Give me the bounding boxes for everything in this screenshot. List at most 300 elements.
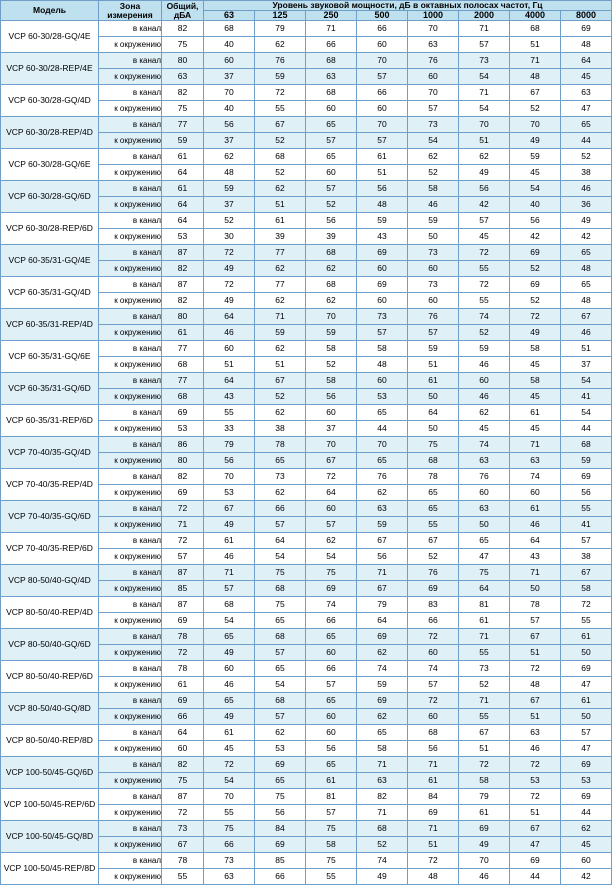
cell-band-duct: 64	[510, 533, 561, 549]
cell-model: VCP 60-30/28-GQ/4D	[1, 85, 99, 117]
cell-band-duct: 71	[510, 437, 561, 453]
cell-band-duct: 70	[459, 117, 510, 133]
cell-band-duct: 57	[561, 533, 612, 549]
cell-band-duct: 73	[357, 309, 408, 325]
cell-band-ambient: 56	[255, 805, 306, 821]
cell-band-duct: 78	[408, 469, 459, 485]
cell-band-ambient: 55	[459, 645, 510, 661]
table-row	[1, 21, 612, 37]
table-row	[1, 245, 612, 261]
cell-zone-duct: в канал	[99, 341, 162, 357]
cell-band-duct: 58	[510, 341, 561, 357]
cell-band-duct: 68	[306, 85, 357, 101]
cell-total-ambient: 85	[162, 581, 204, 597]
cell-band-ambient: 48	[408, 869, 459, 885]
cell-zone-duct: в канал	[99, 789, 162, 805]
cell-band-ambient: 52	[459, 325, 510, 341]
cell-band-duct: 74	[306, 597, 357, 613]
cell-total-duct: 72	[162, 533, 204, 549]
cell-band-duct: 67	[510, 629, 561, 645]
cell-band-duct: 70	[408, 21, 459, 37]
cell-band-ambient: 39	[255, 229, 306, 245]
cell-band-ambient: 36	[561, 197, 612, 213]
cell-zone-duct: в канал	[99, 725, 162, 741]
cell-zone-ambient: к окружению	[99, 229, 162, 245]
cell-model: VCP 60-30/28-REP/6D	[1, 213, 99, 245]
cell-band-duct: 72	[510, 757, 561, 773]
cell-band-duct: 75	[204, 821, 255, 837]
cell-band-duct: 64	[255, 533, 306, 549]
cell-band-ambient: 62	[255, 485, 306, 501]
cell-total-duct: 78	[162, 853, 204, 869]
cell-zone-duct: в канал	[99, 405, 162, 421]
cell-band-duct: 62	[459, 405, 510, 421]
cell-band-duct: 65	[306, 117, 357, 133]
cell-band-duct: 72	[459, 757, 510, 773]
cell-band-duct: 52	[204, 213, 255, 229]
table-row	[1, 789, 612, 805]
cell-band-duct: 59	[204, 181, 255, 197]
cell-band-duct: 58	[357, 341, 408, 357]
cell-total-ambient: 64	[162, 197, 204, 213]
cell-band-duct: 84	[408, 789, 459, 805]
cell-band-ambient: 46	[510, 517, 561, 533]
cell-model: VCP 100-50/45-REP/6D	[1, 789, 99, 821]
cell-zone-ambient: к окружению	[99, 421, 162, 437]
cell-band-duct: 62	[255, 181, 306, 197]
cell-band-duct: 68	[255, 149, 306, 165]
cell-band-ambient: 44	[561, 805, 612, 821]
cell-band-ambient: 61	[459, 805, 510, 821]
cell-zone-ambient: к окружению	[99, 101, 162, 117]
cell-band-duct: 77	[255, 277, 306, 293]
cell-band-ambient: 42	[459, 197, 510, 213]
cell-total-ambient: 66	[162, 709, 204, 725]
cell-band-ambient: 51	[255, 357, 306, 373]
cell-band-ambient: 46	[459, 357, 510, 373]
cell-band-duct: 68	[510, 21, 561, 37]
table-row	[1, 533, 612, 549]
cell-band-ambient: 37	[306, 421, 357, 437]
cell-band-duct: 74	[408, 661, 459, 677]
cell-zone-duct: в канал	[99, 213, 162, 229]
cell-total-duct: 80	[162, 309, 204, 325]
cell-band-duct: 85	[255, 853, 306, 869]
cell-band-duct: 73	[459, 53, 510, 69]
cell-band-duct: 72	[306, 469, 357, 485]
cell-band-ambient: 63	[306, 69, 357, 85]
cell-total-ambient: 57	[162, 549, 204, 565]
cell-band-ambient: 42	[561, 869, 612, 885]
cell-band-ambient: 55	[561, 613, 612, 629]
cell-band-duct: 60	[204, 341, 255, 357]
cell-band-ambient: 71	[357, 805, 408, 821]
cell-band-duct: 68	[204, 597, 255, 613]
cell-zone-ambient: к окружению	[99, 133, 162, 149]
table-row	[1, 597, 612, 613]
cell-band-ambient: 47	[561, 741, 612, 757]
cell-band-ambient: 66	[306, 37, 357, 53]
cell-band-ambient: 55	[459, 709, 510, 725]
cell-band-duct: 58	[408, 181, 459, 197]
cell-band-duct: 63	[561, 85, 612, 101]
cell-band-ambient: 64	[459, 581, 510, 597]
cell-zone-duct: в канал	[99, 181, 162, 197]
cell-total-duct: 64	[162, 213, 204, 229]
cell-band-ambient: 46	[510, 741, 561, 757]
cell-band-duct: 59	[459, 341, 510, 357]
cell-band-duct: 67	[510, 821, 561, 837]
table-body	[1, 21, 612, 885]
cell-band-ambient: 43	[204, 389, 255, 405]
cell-band-duct: 69	[510, 245, 561, 261]
cell-band-ambient: 45	[510, 357, 561, 373]
cell-band-ambient: 38	[255, 421, 306, 437]
cell-band-duct: 60	[306, 725, 357, 741]
table-row	[1, 341, 612, 357]
cell-band-ambient: 57	[510, 613, 561, 629]
column-header-band-250: 250	[306, 10, 357, 20]
cell-model: VCP 60-35/31-REP/4D	[1, 309, 99, 341]
cell-band-ambient: 56	[306, 389, 357, 405]
cell-band-ambient: 60	[357, 261, 408, 277]
cell-band-ambient: 44	[357, 421, 408, 437]
cell-band-ambient: 57	[255, 517, 306, 533]
cell-band-ambient: 51	[255, 197, 306, 213]
cell-band-ambient: 59	[255, 69, 306, 85]
cell-band-ambient: 51	[459, 133, 510, 149]
cell-band-ambient: 60	[306, 101, 357, 117]
cell-total-ambient: 75	[162, 773, 204, 789]
cell-band-duct: 69	[510, 853, 561, 869]
cell-model: VCP 60-35/31-REP/6D	[1, 405, 99, 437]
cell-model: VCP 80-50/40-GQ/4D	[1, 565, 99, 597]
cell-zone-ambient: к окружению	[99, 293, 162, 309]
cell-band-ambient: 69	[408, 581, 459, 597]
cell-band-ambient: 49	[510, 325, 561, 341]
cell-total-ambient: 63	[162, 69, 204, 85]
cell-band-duct: 69	[561, 789, 612, 805]
table-row	[1, 853, 612, 869]
column-header-band-8000: 8000	[561, 10, 612, 20]
cell-zone-duct: в канал	[99, 149, 162, 165]
cell-band-duct: 56	[204, 117, 255, 133]
cell-band-ambient: 60	[357, 101, 408, 117]
cell-band-duct: 71	[357, 757, 408, 773]
cell-zone-duct: в канал	[99, 597, 162, 613]
cell-band-duct: 75	[306, 565, 357, 581]
cell-band-duct: 67	[510, 85, 561, 101]
cell-band-ambient: 57	[357, 133, 408, 149]
column-header-band-63: 63	[204, 10, 255, 20]
cell-band-duct: 72	[510, 309, 561, 325]
cell-band-ambient: 41	[561, 389, 612, 405]
cell-total-duct: 80	[162, 53, 204, 69]
table-row	[1, 629, 612, 645]
cell-band-duct: 60	[204, 53, 255, 69]
cell-band-duct: 65	[459, 533, 510, 549]
cell-band-duct: 70	[306, 309, 357, 325]
cell-model: VCP 80-50/40-REP/8D	[1, 725, 99, 757]
cell-band-duct: 65	[306, 757, 357, 773]
cell-band-ambient: 57	[306, 677, 357, 693]
column-header-band-500: 500	[357, 10, 408, 20]
cell-band-duct: 69	[255, 757, 306, 773]
cell-band-duct: 67	[408, 533, 459, 549]
cell-model: VCP 60-30/28-GQ/6D	[1, 181, 99, 213]
cell-band-duct: 69	[459, 821, 510, 837]
cell-zone-ambient: к окружению	[99, 389, 162, 405]
cell-zone-ambient: к окружению	[99, 581, 162, 597]
cell-band-duct: 69	[357, 245, 408, 261]
cell-zone-ambient: к окружению	[99, 549, 162, 565]
cell-total-duct: 77	[162, 373, 204, 389]
cell-band-duct: 69	[357, 629, 408, 645]
cell-zone-duct: в канал	[99, 661, 162, 677]
cell-zone-duct: в канал	[99, 21, 162, 37]
cell-total-duct: 82	[162, 757, 204, 773]
cell-band-ambient: 44	[510, 869, 561, 885]
cell-zone-duct: в канал	[99, 373, 162, 389]
cell-zone-ambient: к окружению	[99, 613, 162, 629]
cell-band-ambient: 45	[561, 837, 612, 853]
cell-band-duct: 58	[306, 341, 357, 357]
cell-band-ambient: 45	[510, 389, 561, 405]
cell-zone-ambient: к окружению	[99, 517, 162, 533]
cell-band-ambient: 38	[561, 549, 612, 565]
cell-total-ambient: 69	[162, 613, 204, 629]
cell-band-duct: 59	[357, 213, 408, 229]
cell-total-ambient: 75	[162, 37, 204, 53]
cell-band-ambient: 57	[357, 69, 408, 85]
cell-total-duct: 87	[162, 245, 204, 261]
cell-band-duct: 74	[510, 469, 561, 485]
cell-band-duct: 71	[510, 53, 561, 69]
cell-total-duct: 87	[162, 789, 204, 805]
cell-band-ambient: 50	[408, 229, 459, 245]
table-row	[1, 213, 612, 229]
cell-band-ambient: 46	[459, 869, 510, 885]
cell-band-ambient: 46	[459, 389, 510, 405]
cell-band-duct: 57	[459, 213, 510, 229]
cell-band-duct: 72	[459, 245, 510, 261]
cell-band-ambient: 54	[408, 133, 459, 149]
cell-band-duct: 76	[357, 469, 408, 485]
table-row	[1, 309, 612, 325]
cell-band-ambient: 51	[459, 741, 510, 757]
cell-band-duct: 63	[510, 725, 561, 741]
table-row	[1, 373, 612, 389]
cell-band-ambient: 62	[357, 485, 408, 501]
cell-band-duct: 65	[561, 117, 612, 133]
cell-band-ambient: 52	[408, 165, 459, 181]
cell-band-ambient: 47	[510, 837, 561, 853]
cell-band-ambient: 58	[306, 837, 357, 853]
cell-band-duct: 57	[306, 181, 357, 197]
cell-band-ambient: 62	[255, 261, 306, 277]
cell-band-duct: 64	[204, 309, 255, 325]
cell-band-ambient: 63	[408, 37, 459, 53]
cell-band-ambient: 63	[357, 773, 408, 789]
cell-total-ambient: 71	[162, 517, 204, 533]
table-row	[1, 277, 612, 293]
cell-band-ambient: 52	[408, 549, 459, 565]
cell-band-ambient: 60	[459, 485, 510, 501]
cell-band-ambient: 61	[459, 613, 510, 629]
table-row	[1, 661, 612, 677]
cell-band-duct: 62	[255, 725, 306, 741]
cell-band-duct: 76	[408, 309, 459, 325]
cell-band-duct: 72	[408, 629, 459, 645]
cell-band-duct: 60	[306, 405, 357, 421]
cell-total-duct: 72	[162, 501, 204, 517]
cell-band-ambient: 49	[459, 165, 510, 181]
cell-total-ambient: 82	[162, 261, 204, 277]
cell-zone-ambient: к окружению	[99, 357, 162, 373]
cell-model: VCP 100-50/45-GQ/8D	[1, 821, 99, 853]
cell-band-ambient: 56	[561, 485, 612, 501]
cell-zone-duct: в канал	[99, 437, 162, 453]
cell-band-ambient: 33	[204, 421, 255, 437]
cell-band-duct: 79	[255, 21, 306, 37]
cell-band-ambient: 48	[357, 357, 408, 373]
cell-band-duct: 78	[510, 597, 561, 613]
cell-band-ambient: 49	[357, 869, 408, 885]
cell-band-duct: 69	[357, 277, 408, 293]
cell-band-ambient: 49	[204, 261, 255, 277]
cell-band-ambient: 37	[204, 69, 255, 85]
cell-band-duct: 81	[306, 789, 357, 805]
cell-total-ambient: 68	[162, 389, 204, 405]
cell-band-duct: 68	[255, 629, 306, 645]
cell-band-ambient: 54	[204, 613, 255, 629]
cell-band-duct: 61	[510, 405, 561, 421]
cell-band-duct: 70	[510, 117, 561, 133]
cell-band-ambient: 57	[255, 645, 306, 661]
cell-band-ambient: 60	[408, 69, 459, 85]
cell-total-ambient: 82	[162, 293, 204, 309]
cell-band-ambient: 55	[306, 869, 357, 885]
cell-band-ambient: 55	[204, 805, 255, 821]
cell-band-duct: 56	[459, 181, 510, 197]
cell-band-duct: 60	[306, 501, 357, 517]
cell-band-duct: 72	[255, 85, 306, 101]
cell-zone-duct: в канал	[99, 245, 162, 261]
cell-band-duct: 72	[204, 245, 255, 261]
cell-band-duct: 76	[459, 469, 510, 485]
cell-band-duct: 58	[510, 373, 561, 389]
cell-total-ambient: 59	[162, 133, 204, 149]
cell-band-ambient: 56	[408, 741, 459, 757]
cell-total-ambient: 67	[162, 837, 204, 853]
cell-band-ambient: 42	[561, 229, 612, 245]
cell-band-duct: 67	[255, 117, 306, 133]
cell-band-duct: 83	[408, 597, 459, 613]
cell-zone-duct: в канал	[99, 469, 162, 485]
cell-band-ambient: 49	[204, 709, 255, 725]
cell-band-ambient: 46	[204, 325, 255, 341]
cell-band-ambient: 48	[357, 197, 408, 213]
cell-zone-ambient: к окружению	[99, 453, 162, 469]
cell-band-duct: 62	[255, 405, 306, 421]
cell-band-duct: 71	[306, 21, 357, 37]
cell-band-ambient: 48	[204, 165, 255, 181]
cell-total-duct: 86	[162, 437, 204, 453]
cell-band-duct: 71	[408, 757, 459, 773]
cell-band-ambient: 48	[561, 261, 612, 277]
cell-total-duct: 78	[162, 661, 204, 677]
cell-band-ambient: 41	[561, 517, 612, 533]
cell-band-duct: 76	[408, 53, 459, 69]
cell-band-ambient: 58	[561, 581, 612, 597]
cell-zone-ambient: к окружению	[99, 677, 162, 693]
cell-band-duct: 69	[561, 21, 612, 37]
cell-band-duct: 58	[306, 373, 357, 389]
cell-band-duct: 74	[357, 661, 408, 677]
cell-band-ambient: 57	[255, 709, 306, 725]
cell-band-duct: 71	[510, 565, 561, 581]
cell-band-duct: 65	[255, 661, 306, 677]
cell-band-ambient: 58	[459, 773, 510, 789]
cell-total-duct: 73	[162, 821, 204, 837]
cell-band-duct: 67	[561, 565, 612, 581]
cell-band-duct: 73	[408, 245, 459, 261]
cell-band-ambient: 49	[510, 133, 561, 149]
cell-band-ambient: 54	[204, 773, 255, 789]
cell-zone-duct: в канал	[99, 53, 162, 69]
cell-band-ambient: 55	[459, 293, 510, 309]
cell-band-duct: 67	[255, 373, 306, 389]
cell-band-duct: 75	[306, 821, 357, 837]
cell-band-ambient: 52	[306, 357, 357, 373]
cell-band-duct: 75	[306, 853, 357, 869]
cell-total-ambient: 60	[162, 741, 204, 757]
cell-band-duct: 70	[306, 437, 357, 453]
table-row	[1, 85, 612, 101]
column-header-band-2000: 2000	[459, 10, 510, 20]
cell-band-duct: 52	[561, 149, 612, 165]
cell-band-duct: 72	[561, 597, 612, 613]
cell-band-ambient: 40	[204, 101, 255, 117]
cell-zone-duct: в канал	[99, 277, 162, 293]
cell-model: VCP 60-35/31-GQ/6E	[1, 341, 99, 373]
cell-total-ambient: 55	[162, 869, 204, 885]
cell-band-ambient: 65	[255, 773, 306, 789]
cell-band-duct: 60	[459, 373, 510, 389]
cell-band-ambient: 57	[306, 805, 357, 821]
table-row	[1, 501, 612, 517]
cell-band-duct: 67	[510, 693, 561, 709]
cell-band-duct: 67	[459, 725, 510, 741]
cell-band-duct: 75	[255, 565, 306, 581]
cell-model: VCP 80-50/40-REP/6D	[1, 661, 99, 693]
cell-band-duct: 68	[306, 245, 357, 261]
cell-band-duct: 71	[459, 85, 510, 101]
cell-band-ambient: 58	[357, 741, 408, 757]
cell-band-ambient: 59	[357, 677, 408, 693]
cell-band-ambient: 48	[561, 293, 612, 309]
cell-band-duct: 70	[459, 853, 510, 869]
table-row	[1, 117, 612, 133]
cell-band-ambient: 60	[408, 709, 459, 725]
cell-band-duct: 65	[561, 277, 612, 293]
cell-band-duct: 51	[561, 341, 612, 357]
cell-band-ambient: 65	[255, 613, 306, 629]
cell-band-ambient: 65	[255, 453, 306, 469]
cell-band-duct: 65	[204, 693, 255, 709]
cell-band-ambient: 64	[306, 485, 357, 501]
cell-total-duct: 78	[162, 629, 204, 645]
